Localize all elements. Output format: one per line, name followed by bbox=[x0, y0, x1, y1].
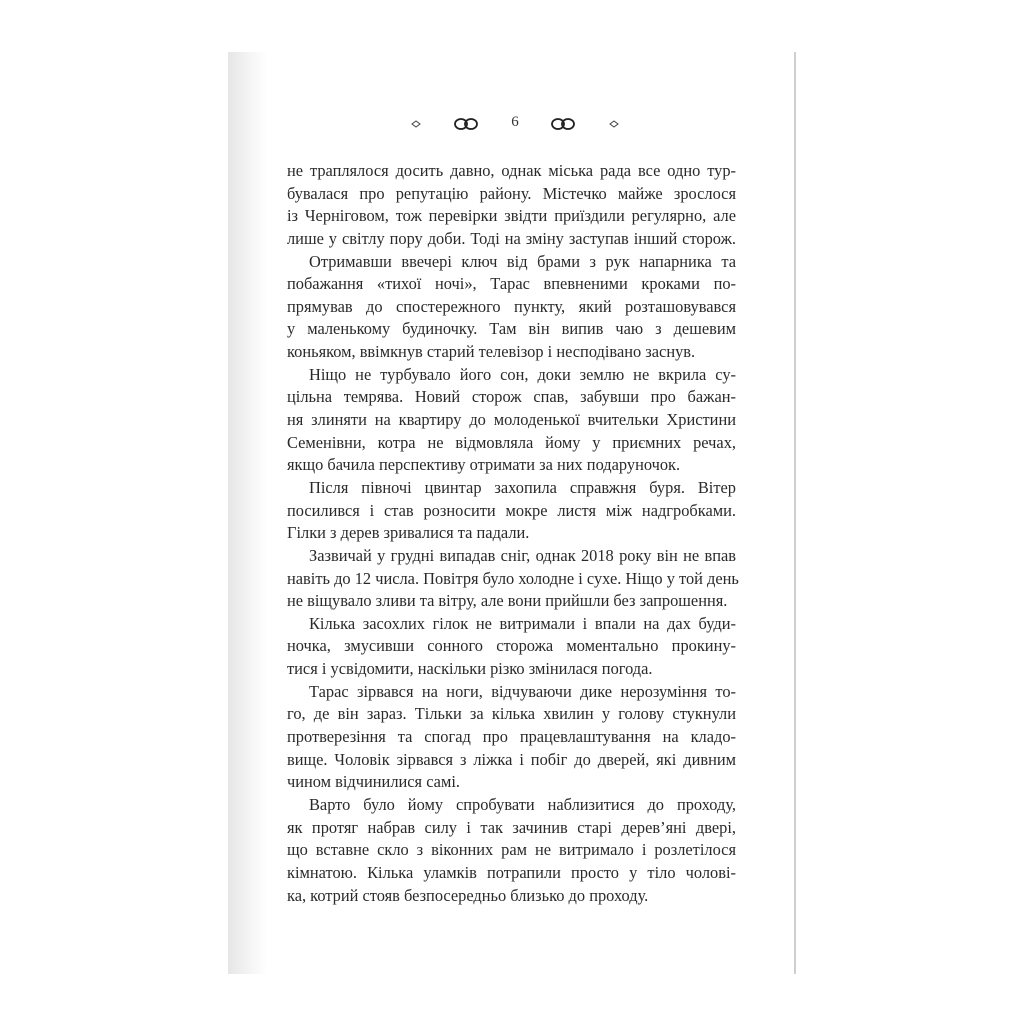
text-line: Ніщо не турбувало його сон, доки землю не вкрила су- bbox=[309, 364, 736, 384]
text-line: вище. Чоловік зірвався з ліжка і побіг до дверей, які дивним bbox=[287, 749, 736, 769]
text-line: ка, котрий стояв безпосередньо близько до проходу. bbox=[287, 885, 649, 905]
page-header bbox=[320, 104, 710, 144]
text-line: протверезіння та спогад про працевлаштування на кладо- bbox=[287, 727, 736, 747]
text-line: бувалася про репутацію району. Містечко майже зрослося bbox=[287, 183, 736, 203]
text-line: Після півночі цвинтар захопила справжня буря. Вітер bbox=[309, 477, 736, 497]
text-line: посилився і став розносити мокре листя між надгробками. bbox=[287, 500, 736, 520]
text-line: Гілки з дерев зривалися та падали. bbox=[287, 523, 530, 543]
paragraph bbox=[287, 545, 739, 613]
paragraph bbox=[287, 364, 736, 477]
paragraph bbox=[287, 477, 736, 545]
text-line: Варто було йому спробувати наблизитися до проходу, bbox=[309, 794, 736, 814]
text-line: як протяг набрав силу і так зачинив старі дерев’яні двері, bbox=[287, 817, 736, 837]
text-line: чином відчинилися самі. bbox=[287, 772, 460, 792]
text-line: тися і усвідомити, наскільки різко змінилася погода. bbox=[287, 659, 653, 679]
page-number: 6 bbox=[511, 114, 519, 130]
text-line: не віщувало зливи та вітру, але вони прийшли без запрошення. bbox=[287, 591, 728, 611]
text-line: побажання «тихої ночі», Тарас впевненими кроками по- bbox=[287, 274, 736, 294]
text-line: якщо бачила перспективу отримати за них подаруночок. bbox=[287, 455, 681, 475]
text-line: лише у світлу пору доби. Тоді на зміну заступав інший сторож. bbox=[287, 228, 736, 248]
page-edge bbox=[794, 52, 796, 974]
text-line: що вставне скло з віконних рам не витримало і розлетілося bbox=[287, 840, 736, 860]
text-line: не траплялося досить давно, однак міська рада все одно тур- bbox=[287, 161, 736, 180]
page-gutter-shadow bbox=[228, 52, 268, 974]
text-line: Тарас зірвався на ноги, відчуваючи дике нерозуміння то- bbox=[309, 681, 736, 701]
text-line: Отримавши ввечері ключ від брами з рук напарника та bbox=[309, 251, 736, 271]
text-line: навіть до 12 числа. Повітря було холодне і сухе. Ніщо у той день bbox=[287, 568, 739, 588]
body-text bbox=[287, 160, 739, 907]
paragraph bbox=[287, 794, 736, 907]
paragraph bbox=[287, 251, 736, 364]
text-line: Зазвичай у грудні випадав сніг, однак 2018 року він не впав bbox=[309, 545, 736, 565]
text-line: коньяком, ввімкнув старий телевізор і несподівано заснув. bbox=[287, 342, 696, 362]
text-line: ня злиняти на квартиру до молоденької вчительки Христини bbox=[287, 410, 736, 430]
text-line: Семенівни, котра не відмовляла йому у приємних речах, bbox=[287, 432, 736, 452]
text-line: го, де він зараз. Тільки за кілька хвилин у голову стукнули bbox=[287, 704, 736, 724]
text-line: кімнатою. Кілька уламків потрапили просто у тіло чолові- bbox=[287, 862, 736, 882]
text-line: із Черніговом, тож перевірки звідти приїздили регулярно, але bbox=[287, 206, 736, 226]
paragraph bbox=[287, 681, 736, 794]
text-line: у маленькому будиночку. Там він випив чаю з дешевим bbox=[287, 319, 736, 339]
text-line: прямував до спостережного пункту, який розташовувався bbox=[287, 296, 736, 316]
paragraph bbox=[287, 613, 736, 681]
paragraph bbox=[287, 160, 736, 251]
text-line: Кілька засохлих гілок не витримали і впали на дах буди- bbox=[309, 613, 736, 633]
text-line: цільна темрява. Новий сторож спав, забувши про бажан- bbox=[287, 387, 736, 407]
text-line: ночка, змусивши сонного сторожа моментально прокину- bbox=[287, 636, 736, 656]
